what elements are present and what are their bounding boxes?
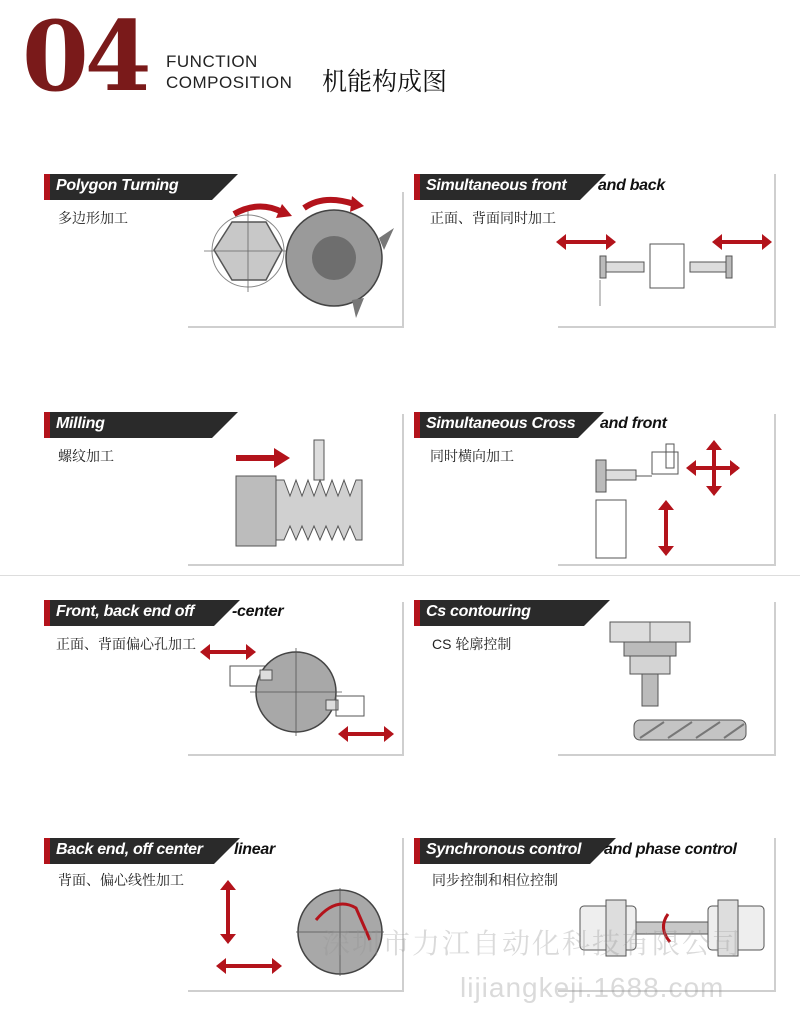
panel-label-cn: 螺纹加工 — [58, 448, 114, 464]
panel-title: Simultaneous front — [426, 177, 567, 194]
watermark-company: 深圳市力江自动化科技有限公司 — [322, 928, 743, 959]
tag-accent-bar — [44, 838, 50, 864]
panel-title-tag — [44, 174, 244, 200]
panel-title-tag — [44, 600, 304, 626]
panel-label-cn: 同时横向加工 — [430, 448, 514, 464]
panel-title-suffix: and back — [598, 177, 665, 194]
function-label-line1: FUNCTION — [166, 52, 258, 71]
panel-polygon-turning — [44, 172, 404, 328]
panel-title: Simultaneous Cross — [426, 415, 576, 432]
panel-title: Polygon Turning — [56, 177, 179, 194]
panel-simultaneous-cross-front — [414, 410, 784, 566]
panel-simultaneous-front-back — [414, 172, 784, 328]
cs-contouring-illustration — [606, 622, 756, 744]
tag-accent-bar — [414, 412, 420, 438]
panel-title-tag — [414, 838, 754, 864]
front-back-illustration — [556, 230, 774, 310]
thread-milling-illustration — [230, 440, 380, 552]
panel-title-suffix: -center — [232, 603, 284, 620]
panel-title: Milling — [56, 415, 105, 432]
page-title: 机能构成图 — [322, 68, 448, 96]
panel-label-cn: 背面、偏心线性加工 — [58, 872, 184, 888]
cross-front-illustration — [590, 440, 740, 558]
panel-label-cn: 正面、背面同时加工 — [430, 210, 556, 226]
tag-accent-bar — [44, 600, 50, 626]
polygon-turning-illustration — [204, 198, 394, 324]
function-label-line2: COMPOSITION — [166, 73, 293, 92]
panel-title-tag — [414, 412, 694, 438]
panel-linear — [44, 836, 404, 992]
panel-title-suffix: and phase control — [604, 841, 737, 858]
panel-label-cn: CS 轮廓控制 — [432, 636, 512, 652]
panel-title-tag — [414, 600, 614, 626]
panel-title: Synchronous control — [426, 841, 582, 858]
panel-title: Back end, off center — [56, 841, 203, 858]
watermark-url: lijiangkeji.1688.com — [460, 972, 725, 1003]
tag-accent-bar — [44, 412, 50, 438]
panel-title: Front, back end off — [56, 603, 195, 620]
panel-synchronous — [414, 836, 784, 992]
panel-title-tag — [414, 174, 694, 200]
panel-off-center — [44, 598, 404, 756]
panel-milling — [44, 410, 404, 566]
panel-label-cn: 多边形加工 — [58, 210, 128, 226]
tag-accent-bar — [414, 174, 420, 200]
section-number: 04 — [22, 0, 148, 113]
tag-accent-bar — [44, 174, 50, 200]
tag-accent-bar — [414, 600, 420, 626]
panel-title-suffix: linear — [234, 841, 275, 858]
section-divider — [0, 575, 800, 576]
panel-label-cn: 正面、背面偏心孔加工 — [56, 636, 196, 652]
panel-title-tag — [44, 838, 304, 864]
panel-title-tag — [44, 412, 244, 438]
tag-accent-bar — [414, 838, 420, 864]
panel-cs-contouring — [414, 598, 784, 756]
panel-label-cn: 同步控制和相位控制 — [432, 872, 558, 888]
panel-title: Cs contouring — [426, 603, 531, 620]
panel-title-suffix: and front — [600, 415, 667, 432]
off-center-illustration — [200, 640, 400, 748]
